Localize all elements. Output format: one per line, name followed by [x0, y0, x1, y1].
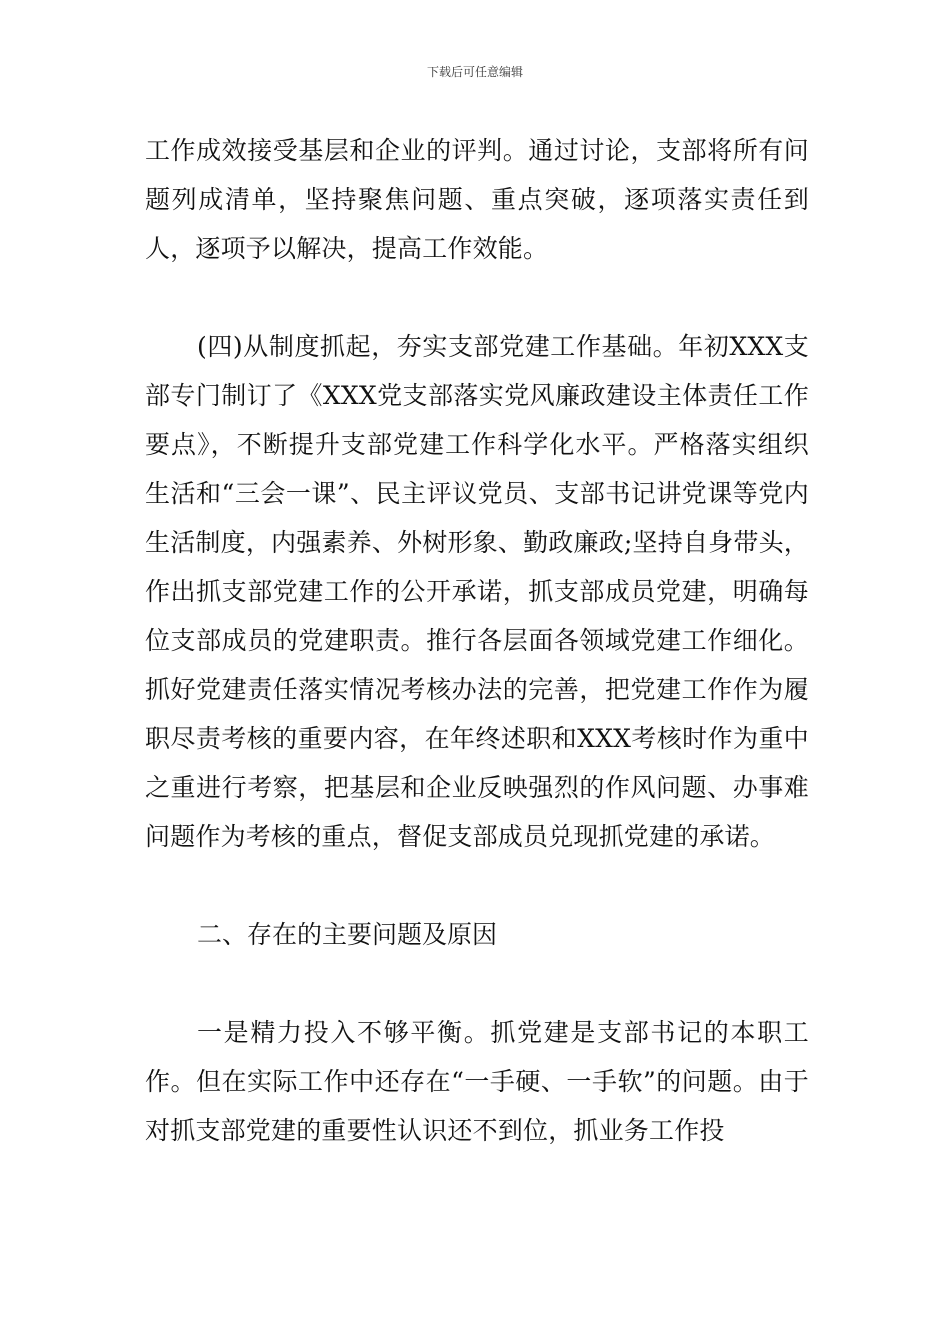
document-body	[145, 126, 809, 1155]
paragraph-energy-input: 一是精力投入不够平衡。抓党建是支部书记的本职工作。但在实际工作中还存在“一手硬、一手软”的问题。由于对抓支部党建的重要性认识还不到位，抓业务工作投	[145, 1018, 809, 1145]
paragraph-system-building: (四)从制度抓起，夯实支部党建工作基础。年初XXX支部专门制订了《XXX党支部落实党风廉政建设主体责任工作要点》，不断提升支部党建工作科学化水平。严格落实组织生活和“三会一课”、民主评议党员、支部书记讲党课等党内生活制度，内强素养、外树形象、勤政廉政;坚持自身带头，作出抓支部党建工作的公开承诺，抓支部成员党建，明确每位支部成员的党建职责。推行各层面各领域党建工作细化。抓好党建责任落实情况考核办法的完善，把党建工作作为履职尽责考核的重要内容，在年终述职和XXX考核时作为重中之重进行考察，把基层和企业反映强烈的作风问题、办事难问题作为考核的重点，督促支部成员兑现抓党建的承诺。	[145, 332, 809, 851]
paragraph-gap	[145, 959, 809, 1008]
paragraph-gap	[145, 273, 809, 322]
paragraph-gap	[145, 861, 809, 910]
paragraph-continuation: 工作成效接受基层和企业的评判。通过讨论，支部将所有问题列成清单，坚持聚焦问题、重点突破，逐项落实责任到人，逐项予以解决，提高工作效能。	[145, 136, 809, 263]
section-heading-problems: 二、存在的主要问题及原因	[197, 920, 498, 949]
page-header: 下载后可任意编辑	[426, 65, 523, 79]
